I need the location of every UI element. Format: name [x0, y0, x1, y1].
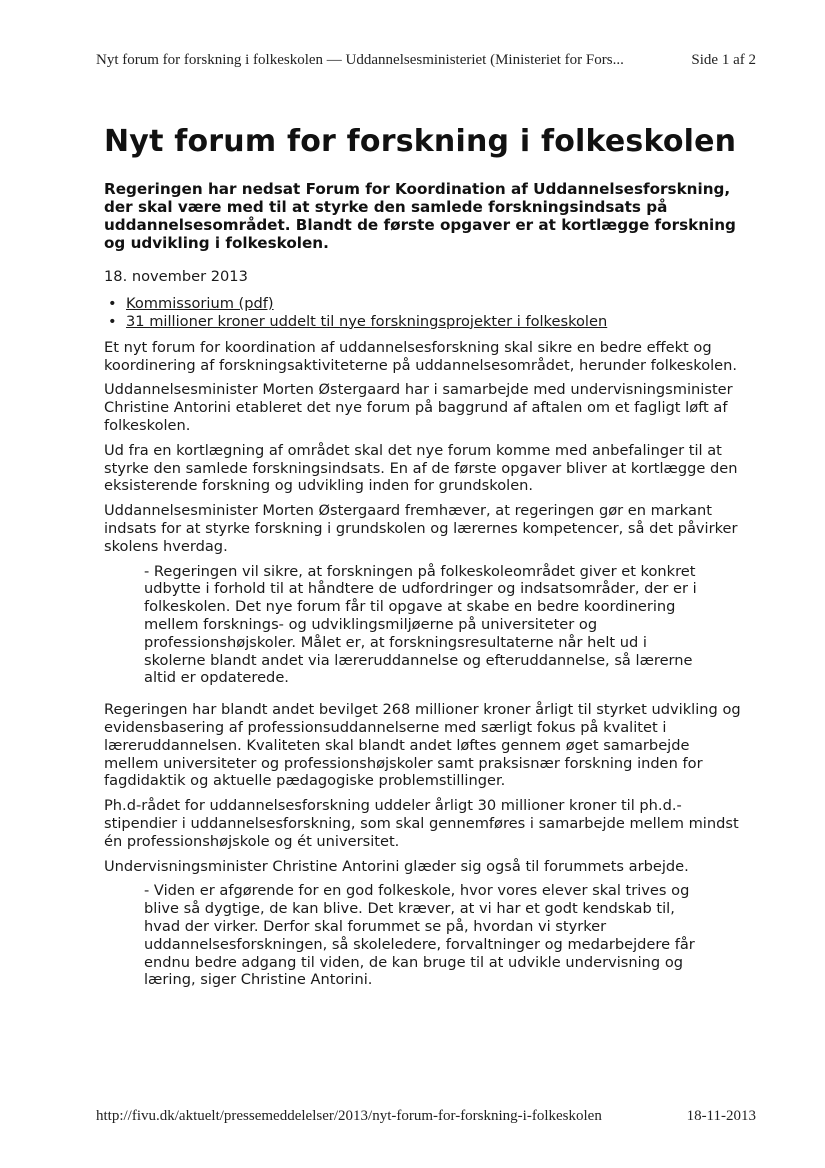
link-31-millioner[interactable]: 31 millioner kroner uddelt til nye forskningsprojekter i folkeskolen — [126, 312, 608, 330]
article-title: Nyt forum for forskning i folkeskolen — [104, 124, 737, 159]
article — [104, 124, 744, 1003]
article-lead: Regeringen har nedsat Forum for Koordination af Uddannelsesforskning, der skal være med til at styrke den samlede forskningsindsats på uddannelsesområdet. Blandt de første opgaver er at kortlægge forskning og udvikling i folkeskolen. — [104, 180, 736, 252]
paragraph: Uddannelsesminister Morten Østergaard har i samarbejde med undervisningsminister Christine Antorini etableret det nye forum på baggrund af aftalen om et fagligt løft af folkeskolen. — [104, 381, 733, 434]
list-item — [126, 313, 744, 331]
paragraph: Ud fra en kortlægning af området skal det nye forum komme med anbefalinger til at styrke den samlede forskningsindsats. En af de første opgaver bliver at kortlægge den eksisterende forskning og udvikling inden for grundskolen. — [104, 441, 738, 495]
article-date: 18. november 2013 — [104, 268, 248, 285]
print-footer-date: 18-11-2013 — [686, 1108, 756, 1124]
print-header-title: Nyt forum for forskning i folkeskolen — Uddannelsesministeriet (Ministeriet for Fors... — [96, 52, 624, 68]
print-header — [96, 52, 756, 69]
paragraph: Ph.d-rådet for uddannelsesforskning uddeler årligt 30 millioner kroner til ph.d.-stipendier i uddannelsesforskning, som skal gennemføres i samarbejde mellem mindst én professionshøjskole og ét universitet. — [104, 797, 739, 850]
related-links — [104, 295, 744, 331]
paragraph: Uddannelsesminister Morten Østergaard fremhæver, at regeringen gør en markant indsats for at styrke forskning i grundskolen og lærernes kompetencer, så det påvirker skolens hverdag. — [104, 502, 738, 555]
link-kommissorium[interactable]: Kommissorium (pdf) — [126, 294, 274, 312]
paragraph: Regeringen har blandt andet bevilget 268 millioner kroner årligt til styrket udvikling og evidensbasering af professionsuddannelserne med særligt fokus på kvalitet i læreruddannelsen. Kvaliteten skal blandt andet løftes gennem øget samarbejde mellem universiteter og professionshøjskoler samt praksisnær forskning inden for fagdidaktik og aktuelle pædagogiske problemstillinger. — [104, 701, 741, 790]
list-item — [126, 295, 744, 313]
print-header-page-number: Side 1 af 2 — [691, 52, 756, 68]
quote-ostergaard: - Regeringen vil sikre, at forskningen på folkeskoleområdet giver et konkret udbytte i forhold til at håndtere de udfordringer og indsatsområder, der er i folkeskolen. Det nye forum får til opgave at skabe en bedre koordinering mellem forsknings- og udviklingsmiljøerne på universiteter og professionshøjskoler. Målet er, at forskningsresultaterne når helt ud i skolerne blandt andet via læreruddannelse og efteruddannelse, så lærerne altid er opdaterede. — [144, 562, 697, 687]
paragraph: Undervisningsminister Christine Antorini glæder sig også til forummets arbejde. — [104, 857, 689, 875]
print-footer-url: http://fivu.dk/aktuelt/pressemeddelelser/2013/nyt-forum-for-forskning-i-folkeskolen — [96, 1108, 602, 1124]
quote-antorini: - Viden er afgørende for en god folkeskole, hvor vores elever skal trives og blive så dygtige, de kan blive. Det kræver, at vi har et godt kendskab til, hvad der virker. Derfor skal forummet se på, hvordan vi styrker uddannelsesforskningen, så skoleledere, forvaltninger og medarbejdere får endnu bedre adgang til viden, de kan bruge til at udvikle undervisning og læring, siger Christine Antorini. — [144, 882, 695, 989]
print-footer — [96, 1108, 756, 1125]
paragraph: Et nyt forum for koordination af uddannelsesforskning skal sikre en bedre effekt og koordinering af forskningsaktiviteterne på uddannelsesområdet, herunder folkeskolen. — [104, 338, 738, 374]
